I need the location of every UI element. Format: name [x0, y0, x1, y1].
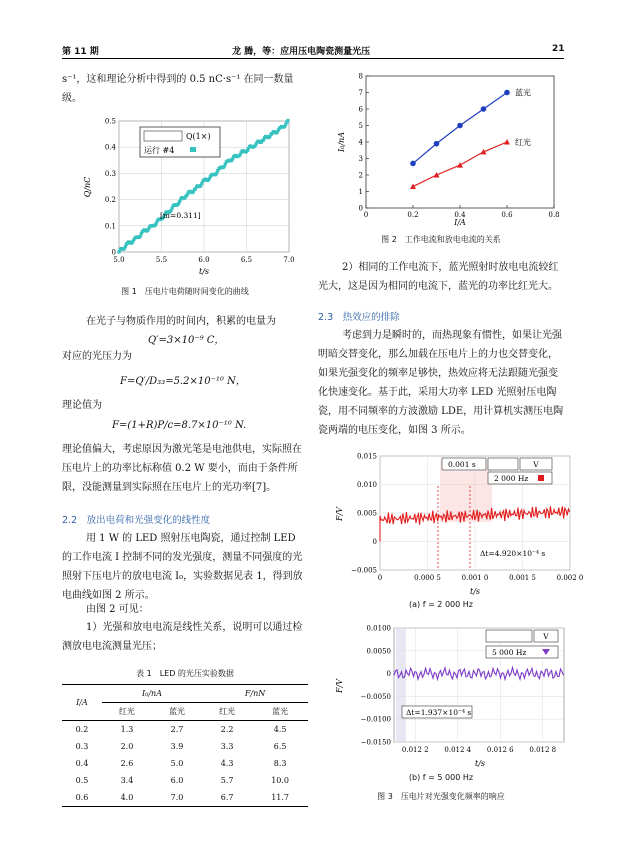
fig2-series-label: 红光: [515, 138, 531, 147]
table1-subheader: 蓝光: [169, 707, 186, 716]
fig2-point: [504, 90, 510, 96]
header-title: 龙 腾，等：应用压电陶瓷测量光压: [232, 47, 371, 57]
fig3b-xtick-label: 0.012 2: [401, 746, 429, 754]
table-cell: 6.0: [170, 776, 184, 785]
table-cell: 0.5: [75, 776, 89, 785]
fig1-chart: [80, 115, 300, 277]
table1-subheader: 蓝光: [272, 707, 289, 716]
table-row: [62, 738, 308, 755]
eq-force-theory: F=(1+R)P/c=8.7×10⁻¹⁰ N.: [112, 420, 247, 431]
table1-header-I: I/A: [62, 685, 102, 721]
table-cell: 5.0: [170, 759, 184, 768]
fig2-ytick-label: 2: [358, 171, 363, 180]
fig2-ytick-label: 0: [358, 204, 363, 213]
fig1-legend-q: Q(1×): [186, 132, 211, 141]
fig2-ylabel: I₀/nA: [337, 132, 346, 152]
fig3a-frequency: 2 000 Hz: [494, 474, 529, 483]
fig2-point: [457, 123, 463, 129]
fig3a-ytick-label: 0: [372, 538, 377, 546]
table-cell: 3.3: [220, 742, 234, 751]
fig1-xtick-label: 6.5: [240, 256, 253, 264]
fig3a-chart: [330, 450, 584, 598]
fig2-ytick-label: 5: [358, 122, 363, 130]
fig2-ytick-label: 1: [358, 188, 363, 196]
fig3a-ytick-label: 0.005: [356, 509, 377, 518]
fig3b-xlabel: t/s: [474, 759, 486, 768]
fig3b-ytick-label: −0.0150: [360, 738, 391, 747]
table-cell: 0.3: [75, 742, 89, 751]
fig2-series-label: 蓝光: [515, 88, 531, 98]
table-row: [62, 789, 308, 807]
table1-header-I0: I₀/nA: [102, 685, 202, 703]
fig3a-xtick-label: 0.002 0: [556, 574, 584, 582]
header-page: 21: [552, 44, 565, 54]
fig2-ytick-label: 6: [358, 105, 363, 114]
left-p7: 1）光强和放电电流是线性关系，说明可以通过检测放电电流测量光压；: [62, 622, 303, 652]
table-cell: 4.5: [273, 725, 287, 734]
table-cell: 1.3: [120, 725, 134, 734]
fig3b-unit: V: [543, 632, 549, 641]
table1: [62, 684, 308, 807]
fig3-caption: 图 3 压电片对光强变化频率的响应: [377, 792, 505, 801]
fig3a-ytick-label: 0.010: [356, 481, 377, 489]
table1-subheader: 红光: [118, 707, 135, 716]
table-cell: 6.7: [220, 793, 234, 802]
fig1-ylabel: Q/nC: [83, 176, 92, 198]
fig3b-ytick-label: −0.0100: [360, 715, 391, 724]
left-p1: 在光子与物质作用的时间内，积累的电量为: [86, 316, 276, 327]
fig3b-ytick-label: 0.0050: [366, 647, 391, 656]
table-cell: 3.4: [120, 776, 134, 785]
fig2-caption: 图 2 工作电流和放电电流的关系: [381, 235, 501, 244]
eq-charge: Q′=3×10⁻⁹ C，: [148, 335, 225, 346]
fig3a-ylabel: F/V: [335, 506, 344, 522]
fig3a-swatch: [538, 475, 544, 481]
fig1-ytick-label: 0.2: [104, 196, 116, 205]
left-intro: s⁻¹，这和理论分析中得到的 0.5 nC·s⁻¹ 在同一数量级。: [62, 74, 294, 104]
table-cell: 8.3: [273, 759, 287, 768]
header-issue: 第 11 期: [62, 47, 99, 57]
fig3a-ytick-label: 0.015: [356, 452, 377, 461]
fig3b-ytick-label: −0.0050: [360, 692, 391, 701]
table-cell: 5.7: [220, 776, 234, 785]
table-cell: 2.6: [120, 759, 134, 768]
fig2-ytick-label: 3: [358, 155, 363, 163]
fig2-ytick-label: 4: [358, 138, 363, 147]
table-row: [62, 721, 308, 739]
table-cell: 4.3: [220, 759, 234, 768]
fig1-ytick-label: 0.1: [104, 222, 116, 231]
fig1-annotation: [m=0.311]: [160, 211, 201, 220]
fig1-point: [286, 119, 289, 122]
right-p1: 2）相同的工作电流下，蓝光照射时放电电流较红光大，这是因为相同的电流下，蓝光的功率比红光大。: [318, 262, 559, 292]
right-p2: 考虑到力是瞬时的，而热现象有惯性，如果让光强明暗交替变化，那么加载在压电片上的力也交替变化，如果光强变化的频率足够快，热效应将无法跟随光强变化快速变化。基于此，采用大功率 LED 光照射压电陶瓷，用不同频率的方波激励 LDE，用计算机实测压电陶瓷两端的电压变化，如图 3 所示。: [318, 330, 564, 436]
fig3a-unit: V: [533, 460, 539, 469]
fig2-xlabel: I/A: [454, 218, 466, 227]
fig1-caption: 图 1 压电片电荷随时间变化的曲线: [121, 287, 249, 296]
fig3b-frequency: 5 000 Hz: [492, 648, 527, 657]
left-p6: 由图 2 可见：: [86, 604, 149, 615]
table-cell: 2.2: [220, 725, 234, 734]
fig2-point: [410, 161, 416, 167]
fig3a-annotation: Δt=4.920×10⁻⁴ s: [480, 549, 546, 558]
fig1-ytick-label: 0: [111, 248, 116, 257]
fig3a-xtick-label: 0.001 0: [461, 574, 489, 582]
table-cell: 3.9: [170, 742, 184, 751]
fig1-legend-run: 运行 #4: [144, 146, 175, 155]
section-2-3: 2.3 热效应的排除: [318, 312, 400, 323]
fig1-xlabel: t/s: [198, 267, 210, 276]
fig1-ytick-label: 0.5: [104, 117, 116, 126]
fig3a-ytick-label: −0.005: [351, 566, 377, 575]
left-p3: 理论值为: [62, 400, 102, 411]
fig2-ytick-label: 7: [358, 89, 363, 97]
fig3a-xtick-label: 0.001 5: [509, 574, 536, 582]
fig3b-ytick-label: 0: [386, 670, 391, 679]
left-p2: 对应的光压力为: [62, 351, 132, 362]
table-cell: 0.6: [75, 793, 89, 802]
fig3b-ytick-label: 0.0100: [366, 624, 391, 633]
fig2-ytick-label: 8: [358, 72, 363, 81]
fig2-xtick-label: 0.2: [407, 211, 419, 219]
fig3b-annotation: Δt=1.937×10⁻⁴ s: [406, 708, 472, 717]
fig1-xtick-label: 6.0: [198, 256, 210, 264]
table-cell: 10.0: [271, 776, 289, 785]
header-rule: [62, 58, 564, 59]
fig2-point: [481, 106, 487, 112]
table-cell: 6.5: [273, 742, 287, 751]
fig1-xtick-label: 5.5: [155, 256, 168, 264]
fig3b-ylabel: F/V: [335, 678, 344, 694]
fig3b-xtick-label: 0.012 8: [529, 746, 557, 754]
fig1-ytick-label: 0.4: [104, 143, 116, 152]
fig2-chart: [330, 68, 570, 228]
table-cell: 2.7: [170, 725, 184, 734]
table-cell: 7.0: [170, 793, 184, 802]
fig2-xtick-label: 0.4: [454, 211, 466, 219]
fig2-xtick-label: 0.6: [501, 211, 513, 219]
fig3a-timebase: 0.001 s: [448, 460, 476, 469]
fig3a-xlabel: t/s: [469, 587, 481, 596]
fig1-legend-swatch: [190, 147, 196, 152]
eq-force-measured: F=Q′/D₃₃=5.2×10⁻¹⁰ N，: [120, 376, 246, 387]
table1-header-F: F/nN: [202, 685, 308, 703]
left-p4: 理论值偏大，考虑原因为激光笔是电池供电，实际照在压电片上的功率比标称值 0.2 W 要小，而由于条件所限，没能测量到实际照在压电片上的光功率[7]。: [62, 444, 302, 493]
table-row: [62, 755, 308, 772]
left-p5: 用 1 W 的 LED 照射压电陶瓷，通过控制 LED 的工作电流 I 控制不同的发光强度，测量不同强度的光照射下压电片的放电电流 I₀，实验数据见表 1，得到放电曲线如图 2 所示。: [62, 533, 303, 601]
table1-caption: 表 1 LED 的光压实验数据: [136, 669, 234, 678]
fig3a-xtick-label: 0: [377, 574, 383, 582]
fig1-xtick-label: 5.0: [113, 256, 125, 264]
fig2-point: [434, 141, 440, 147]
fig2-xtick-label: 0.8: [548, 211, 560, 219]
fig3b-xtick-label: 0.012 6: [486, 746, 514, 754]
table-row: [62, 772, 308, 789]
fig3b-xtick-label: 0.012 4: [444, 746, 472, 754]
table-cell: 0.2: [75, 725, 89, 734]
table1-subheader: 红光: [219, 707, 236, 716]
fig3a-caption: (a) f = 2 000 Hz: [409, 600, 473, 609]
fig2-xtick-label: 0: [363, 211, 369, 219]
fig1-xtick-label: 7.0: [283, 256, 295, 264]
fig3b-caption: (b) f = 5 000 Hz: [408, 773, 474, 782]
table-cell: 4.0: [120, 793, 134, 802]
table-cell: 0.4: [75, 759, 89, 768]
table-cell: 11.7: [271, 793, 289, 802]
fig1-ytick-label: 0.3: [104, 169, 116, 178]
section-2-2: 2.2 放出电荷和光强变化的线性度: [62, 515, 211, 526]
fig3a-xtick-label: 0.000 5: [414, 574, 441, 582]
table-cell: 2.0: [120, 742, 134, 751]
fig3b-chart: [330, 620, 576, 770]
